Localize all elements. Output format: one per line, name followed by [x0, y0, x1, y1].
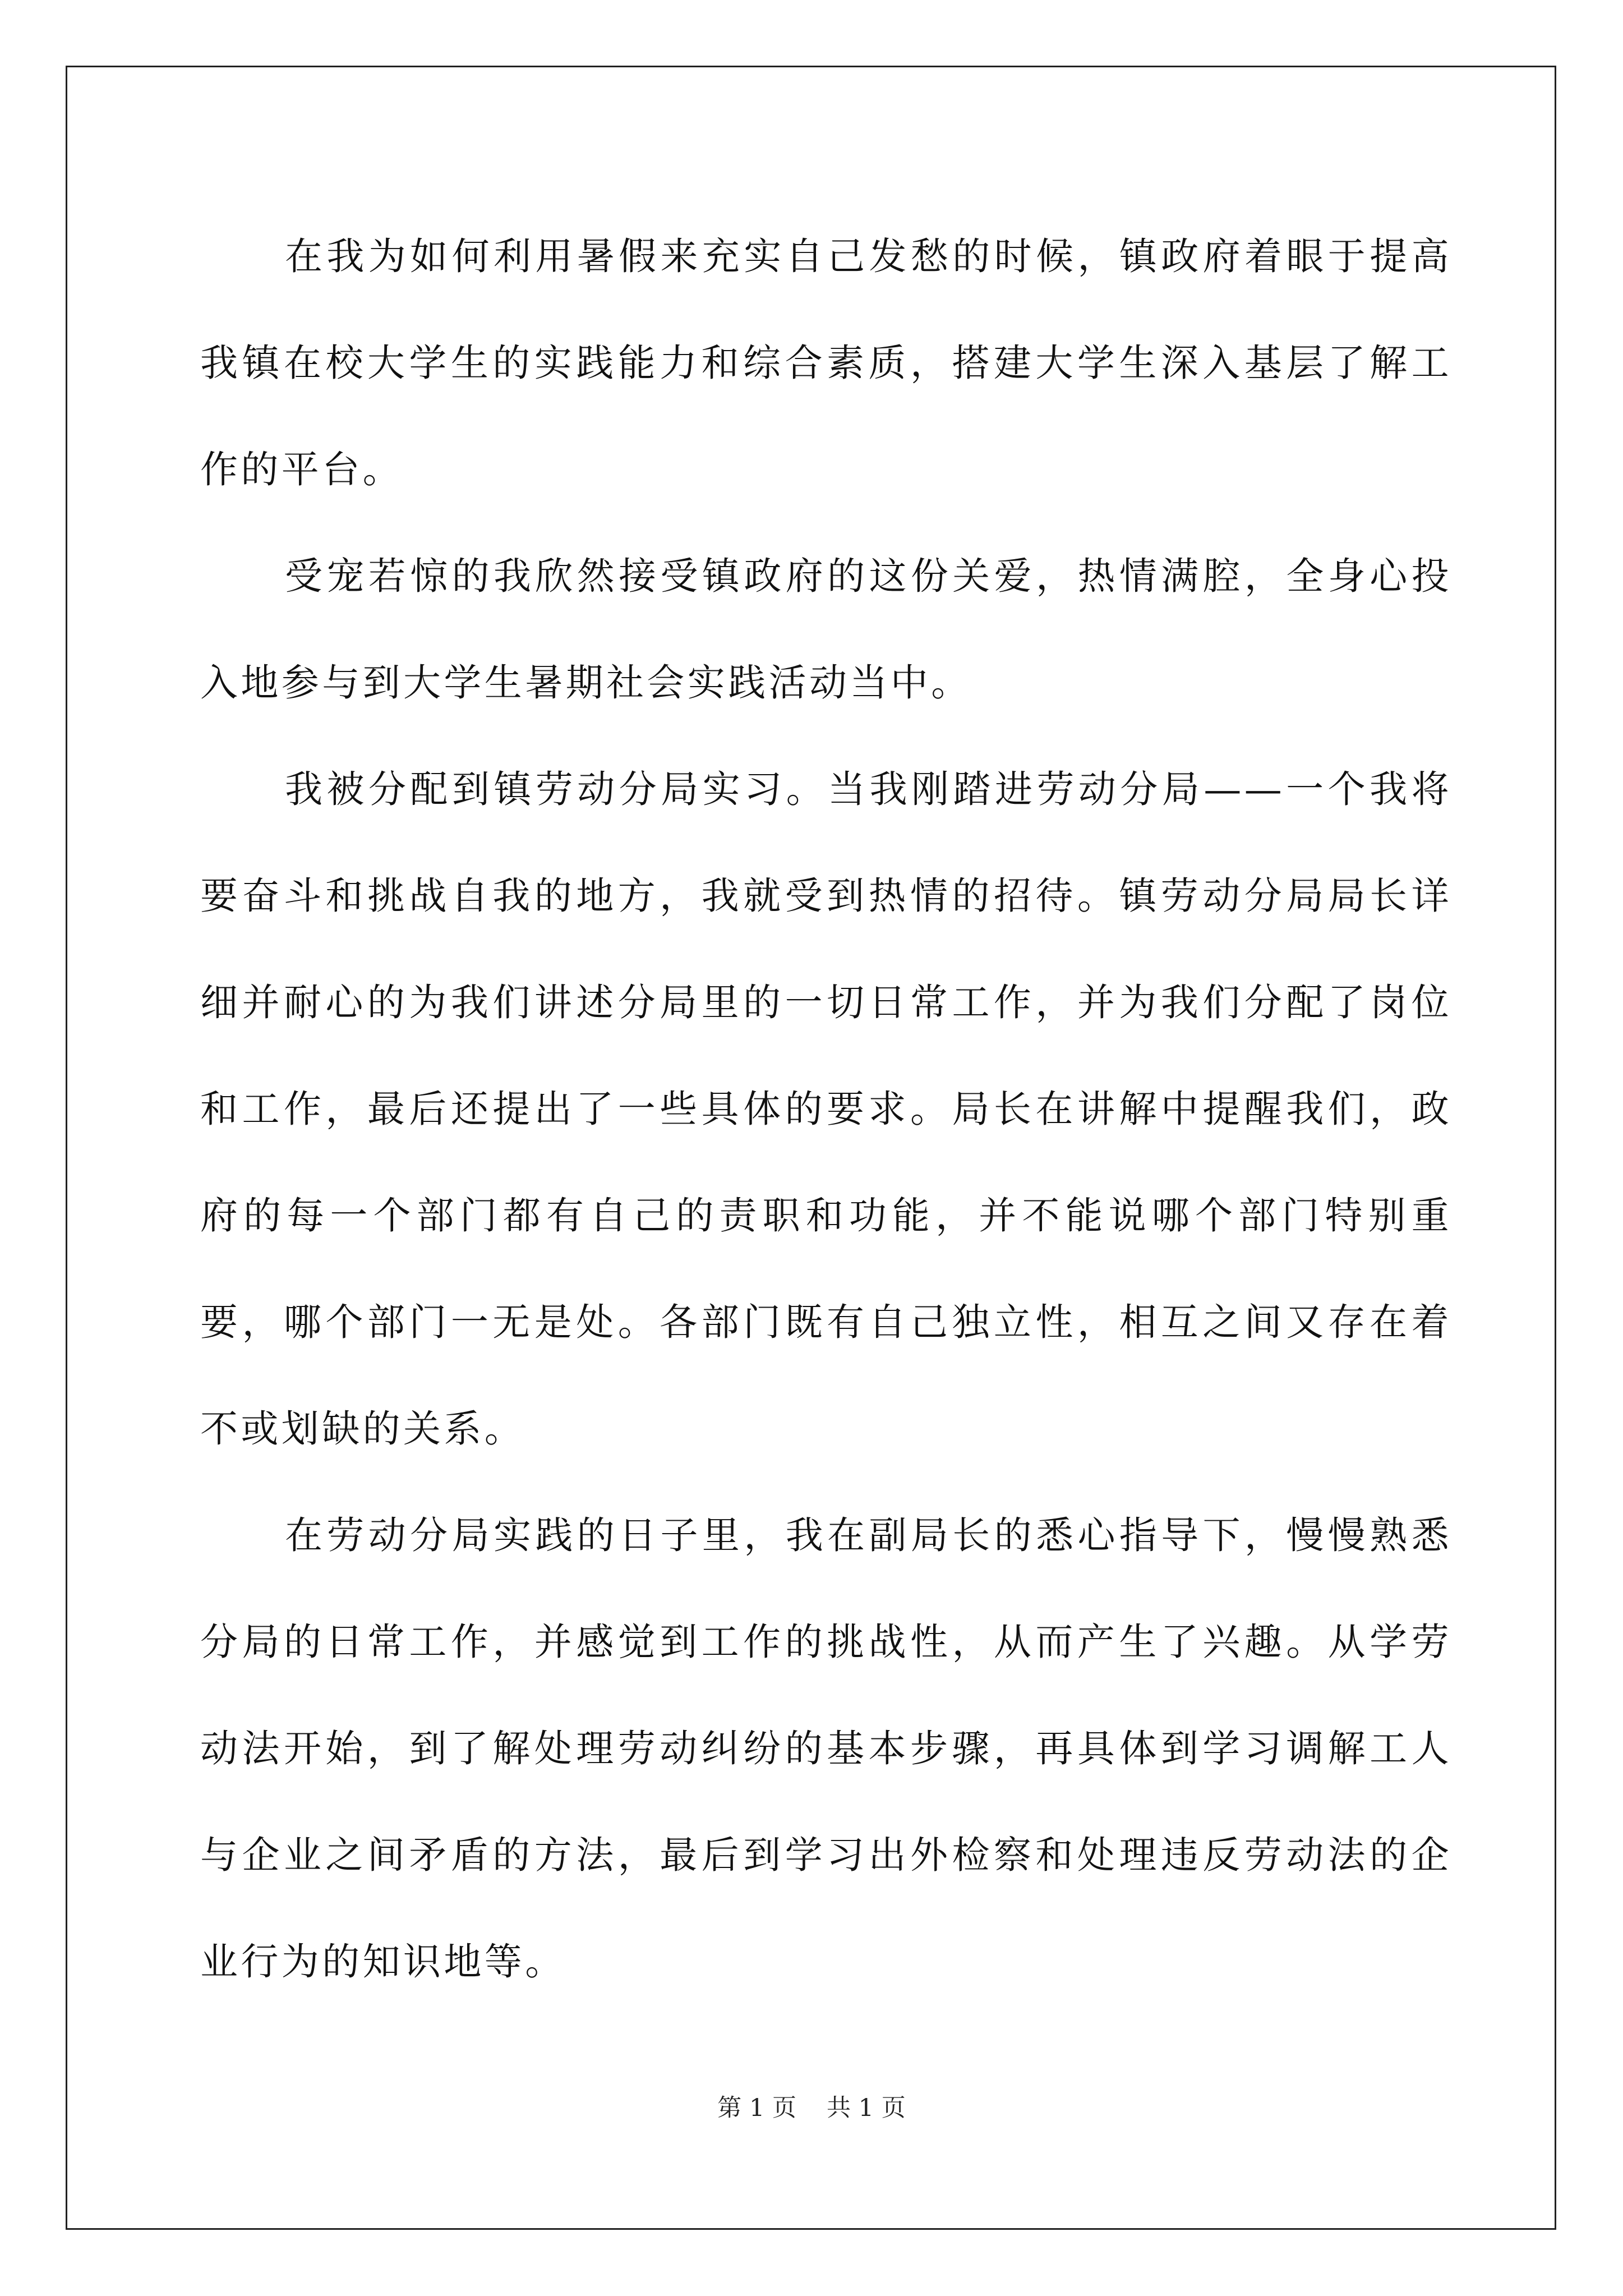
page-number: 第 1 页 [717, 2094, 796, 2122]
page-total: 共 1 页 [827, 2094, 906, 2122]
paragraph-1: 在我为如何利用暑假来充实自己发愁的时候，镇政府着眼于提高我镇在校大学生的实践能力和综合素质，搭建大学生深入基层了解工作的平台。 [200, 234, 1452, 491]
page-footer [0, 2091, 1623, 2125]
paragraph-2: 受宠若惊的我欣然接受镇政府的这份关爱，热情满腔，全身心投入地参与到大学生暑期社会实践活动当中。 [200, 554, 1452, 705]
document-body [200, 203, 1452, 2015]
paragraph-4: 在劳动分局实践的日子里，我在副局长的悉心指导下，慢慢熟悉分局的日常工作，并感觉到工作的挑战性，从而产生了兴趣。从学劳动法开始，到了解处理劳动纠纷的基本步骤，再具体到学习调解工人与企业之间矛盾的方法，最后到学习出外检察和处理违反劳动法的企业行为的知识地等。 [200, 1513, 1452, 1984]
paragraph-3: 我被分配到镇劳动分局实习。当我刚踏进劳动分局——一个我将要奋斗和挑战自我的地方，我就受到热情的招待。镇劳动分局局长详细并耐心的为我们讲述分局里的一切日常工作，并为我们分配了岗位和工作，最后还提出了一些具体的要求。局长在讲解中提醒我们，政府的每一个部门都有自己的责职和功能，并不能说哪个部门特别重要，哪个部门一无是处。各部门既有自己独立性，相互之间又存在着不或划缺的关系。 [200, 767, 1452, 1451]
